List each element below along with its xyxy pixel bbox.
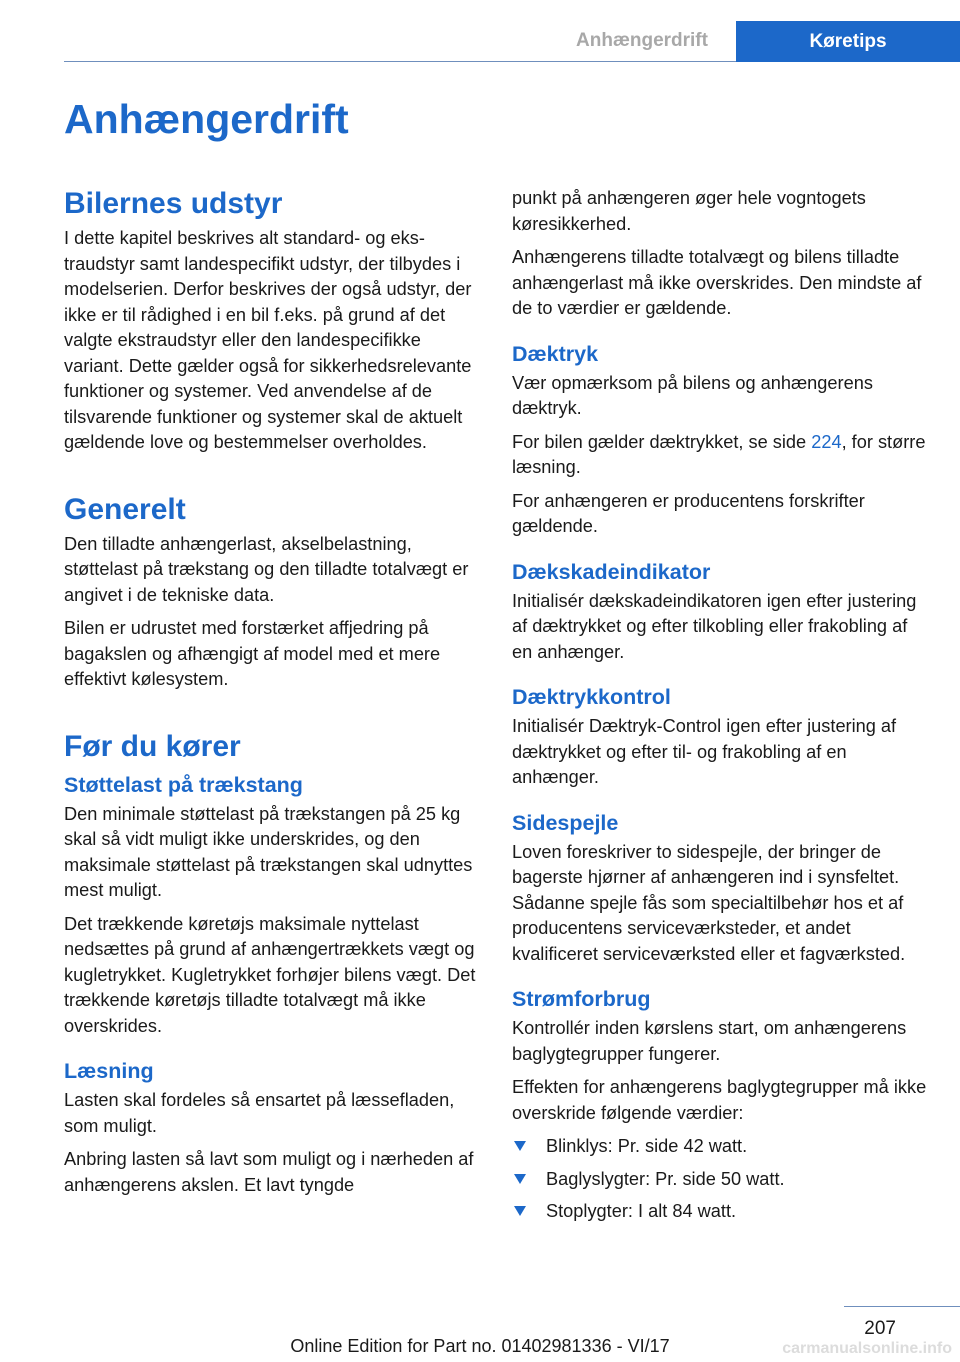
paragraph: punkt på anhængeren øger hele vogntogets køresikkerhed. (512, 188, 866, 234)
subsection-title-loading: Læsning (64, 1059, 154, 1083)
paragraph: Lasten skal fordeles så ensartet på læssefladen, som muligt. (64, 1090, 455, 1136)
text: For bilen gælder dæktrykket, se side (512, 431, 812, 452)
paragraph: Den tilladte anhængerlast, akselbelastning, støttelast på trækstang og den tilladte totalvægt er angivet i de tekniske data. (64, 533, 469, 605)
left-column (64, 186, 478, 1206)
paragraph: Kontrollér inden kørslens start, om anhængerens baglygtegrupper fungerer. (512, 1018, 907, 1064)
paragraph: Vær opmærksom på bilens og anhængerens dæktryk. (512, 372, 873, 418)
watermark: carmanualsonline.info (782, 1340, 952, 1357)
subsection-title-flat-tire-monitor: Dækskadeindikator (512, 559, 711, 584)
section-title-before-driving: Før du kører (64, 729, 241, 763)
subsection-title-side-mirrors: Sidespejle (512, 810, 619, 835)
footer-rule (844, 1306, 960, 1307)
list-item: Stoplygter: I alt 84 watt. (512, 1199, 932, 1225)
paragraph: Initialisér dækskadeindikatoren igen efter justering af dæktrykket og efter tilkobling eller frakobling af en anhænger. (512, 590, 917, 662)
subsection-title-tire-pressure: Dæktryk (512, 341, 599, 366)
list-item: Blinklys: Pr. side 42 watt. (512, 1134, 932, 1160)
page-number: 207 (864, 1318, 896, 1339)
paragraph: Anhængerens tilladte totalvægt og bilens tilladte anhængerlast må ikke overskrides. Den mindste af de to værdier er gældende. (512, 247, 922, 318)
edition-line: Online Edition for Part no. 01402981336 - VI/17 (290, 1336, 670, 1356)
paragraph: I dette kapitel beskrives alt standard- og ekstraudstyr samt landespecifikt udstyr, der tilbydes i modelserien. Derfor beskrives der også udstyr, der ikke er til rådighed i en bil f.eks. på grund af det valgte ekstraudstyr eller den landespecifikke variant. Dette gælder også for sikkerhedsrelevante funktioner og systemer. Ved anvendelse af de tilsvarende funktioner og systemer skal de aktuelt gældende love og bestemmelser overholdes. (64, 228, 472, 452)
right-column (512, 186, 932, 1232)
paragraph-with-link (512, 430, 932, 481)
bullet-list (512, 1134, 932, 1225)
subsection-title-power-consumption: Strømforbrug (512, 987, 651, 1011)
triangle-bullet-icon (514, 1141, 526, 1151)
section-title-equipment: Bilernes udstyr (64, 187, 283, 220)
paragraph: For anhængeren er producentens forskrifter gældende. (512, 490, 865, 536)
subsection-title-tire-pressure-monitor: Dæktrykkontrol (512, 685, 671, 709)
active-tab[interactable]: Køretips (736, 21, 960, 62)
paragraph: Det trækkende køretøjs maksimale nyttelast nedsættes på grund af anhængertrækkets vægt og kugletrykket. Kugletrykket forhøjer bilens vægt. Det trækkende køretøjs tilladte totalvægt må ikke overskrides. (64, 913, 476, 1036)
subsection-title-tongue-weight: Støttelast på trækstang (64, 772, 303, 797)
paragraph: Anbring lasten så lavt som muligt og i nærheden af anhængerens akslen. Et lavt tyngde (64, 1149, 474, 1195)
paragraph: Initialisér Dæktryk-Control igen efter justering af dæktrykket og efter til- og frakobling af en anhænger. (512, 716, 897, 787)
paragraph: Effekten for anhængerens baglygtegrupper må ikke overskride følgende værdier: (512, 1077, 927, 1123)
section-tab[interactable]: Anhængerdrift (576, 30, 708, 51)
triangle-bullet-icon (514, 1174, 526, 1184)
paragraph: Den minimale støttelast på trækstangen på 25 kg skal så vidt muligt ikke underskrides, og den maksimale støttelast på trækstangen skal udnyttes mest muligt. (64, 803, 473, 900)
paragraph: Loven foreskriver to sidespejle, der bringer de bagerste hjørner af anhængeren ind i synsfeltet. Sådanne spejle fås som specialtilbehør hos et af producentens serviceværksteder, et andet kvalificeret serviceværksted eller et fagværksted. (512, 841, 906, 964)
page-reference-link[interactable]: 224 (811, 431, 842, 452)
paragraph: Bilen er udrustet med forstærket affjedring på bagakslen og afhængigt af model med et mere effektivt kølesystem. (64, 618, 441, 689)
section-title-general: Generelt (64, 492, 186, 526)
text: , for større læsning. (512, 431, 926, 477)
list-item: Baglyslygter: Pr. side 50 watt. (512, 1167, 932, 1193)
page-title: Anhængerdrift (64, 96, 349, 142)
triangle-bullet-icon (514, 1206, 526, 1216)
